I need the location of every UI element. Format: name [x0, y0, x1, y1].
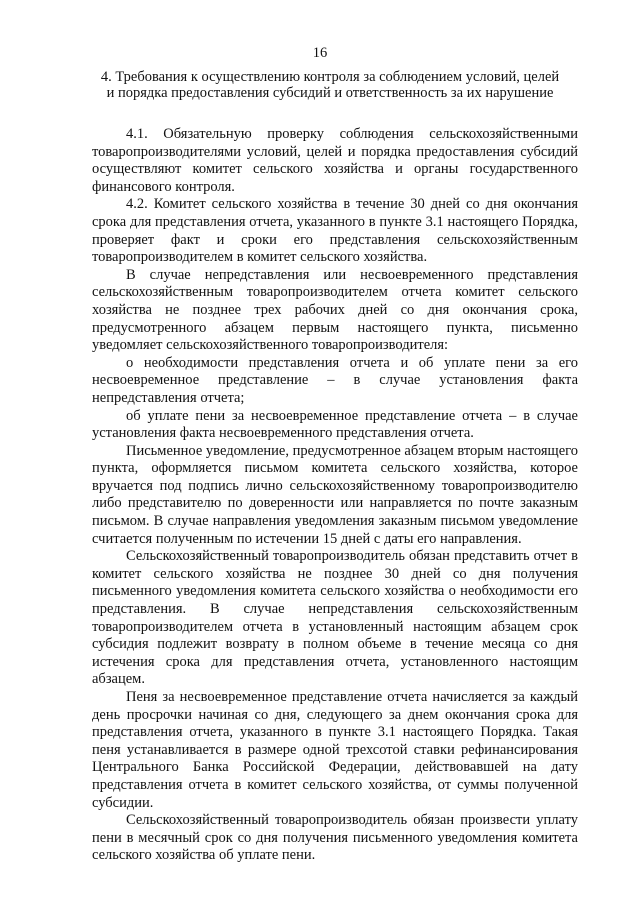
paragraph-4-1: 4.1. Обязательную проверку соблюдения сельскохозяйственными товаропроизводителями условий, целей и порядка предоставления субсидий осуществляют комитет сельского хозяйства и органы государственного финансового контроля. [92, 126, 578, 195]
paragraph-report-obligation: Сельскохозяйственный товаропроизводитель обязан представить отчет в комитет сельского хозяйства не позднее 30 дней со дня получения письменного уведомления комитета сельского хозяйства о необходимости его представления. В случае непредставления сельскохозяйственным товаропроизводителем отчета в установленный настоящим абзацем срок субсидия подлежит возврату в полном объеме в течение месяца со дня истечения срока для представления отчета, установленного настоящим абзацем. [92, 548, 578, 688]
paragraph-penalty-payment: Сельскохозяйственный товаропроизводитель обязан произвести уплату пени в месячный срок со дня получения письменного уведомления комитета сельского хозяйства об уплате пени. [92, 812, 578, 864]
paragraph-notice-item-1: о необходимости представления отчета и об уплате пени за его несвоевременное представление – в случае установления факта непредставления отчета; [92, 354, 578, 406]
paragraph-non-submission: В случае непредставления или несвоевременного представления сельскохозяйственным товаропроизводителем отчета комитет сельского хозяйства не позднее трех рабочих дней со дня окончания срока, предусмотренного абзацем первым настоящего пункта, письменно уведомляет сельскохозяйственного товаропроизводителя: [92, 266, 578, 354]
paragraph-notice-item-2: об уплате пени за несвоевременное представление отчета – в случае установления факта несвоевременного представления отчета. [92, 407, 578, 442]
paragraph-4-2: 4.2. Комитет сельского хозяйства в течение 30 дней со дня окончания срока для представления отчета, указанного в пункте 3.1 настоящего Порядка, проверяет факт и сроки его представления сельскохозяйственным товаропроизводителем в комитет сельского хозяйства. [92, 196, 578, 266]
document-body [92, 126, 578, 865]
section-title: 4. Требования к осуществлению контроля за соблюдением условий, целей и порядка предоставления субсидий и ответственность за их нарушение [100, 69, 560, 101]
paragraph-written-notice: Письменное уведомление, предусмотренное абзацем вторым настоящего пункта, оформляется письмом комитета сельского хозяйства, которое вручается под подпись лично сельскохозяйственному товаропроизводителю либо представителю по доверенности или направляется по почте заказным письмом. В случае направления уведомления заказным письмом уведомление считается полученным по истечении 15 дней с даты его направления. [92, 442, 578, 547]
paragraph-penalty: Пеня за несвоевременное представление отчета начисляется за каждый день просрочки начиная со дня, следующего за днем окончания срока для представления отчета, указанного в пункте 3.1 настоящего Порядка. Такая пеня устанавливается в размере одной трехсотой ставки рефинансирования Центрального Банка Российской Федерации, действовавшей на дату представления отчета в комитет сельского хозяйства, от суммы полученной субсидии. [92, 689, 578, 811]
page-number: 16 [312, 45, 328, 61]
